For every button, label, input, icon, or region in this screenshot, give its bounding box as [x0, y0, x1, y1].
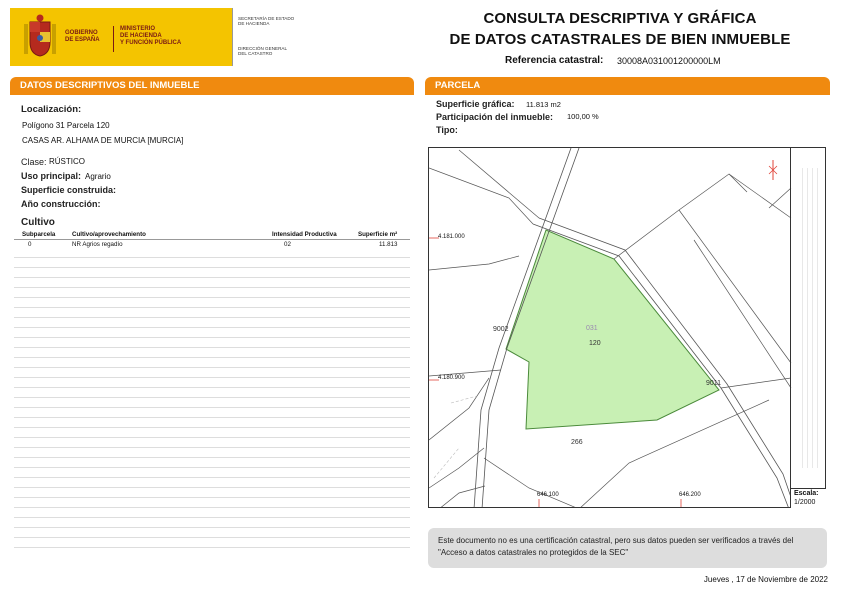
- parcel-id-label: 031: [586, 325, 598, 332]
- coat-of-arms-icon: [20, 14, 60, 60]
- td-superficie: 11.813: [379, 241, 398, 248]
- parcel-line-15: [484, 458, 579, 508]
- td-intensidad: 02: [284, 241, 291, 248]
- ref-value: 30008A031001200000LM: [617, 56, 721, 66]
- parcel-line-5: [729, 174, 747, 192]
- tipo-label: Tipo:: [436, 125, 458, 135]
- dashed-line-2: [434, 448, 459, 478]
- coord-y2-label: 4.180.900: [438, 375, 465, 381]
- parcel-line-6: [769, 188, 791, 208]
- parcela-bar: PARCELA: [425, 77, 830, 94]
- gov-line2: DE ESPAÑA: [65, 37, 100, 43]
- title-line2: DE DATOS CATASTRALES DE BIEN INMUEBLE: [449, 31, 791, 48]
- uso-value: Agrario: [85, 172, 111, 181]
- legend-text-block: [798, 168, 820, 468]
- sec-line1: SECRETARÍA DE ESTADO: [238, 16, 295, 21]
- parcel-line-3: [429, 256, 519, 270]
- participacion-value: 100,00 %: [567, 112, 599, 121]
- coord-y1-label: 4.181.000: [438, 234, 465, 240]
- table-header: [14, 230, 410, 240]
- location-line1: Polígono 31 Parcela 120: [22, 121, 110, 130]
- sec-line2: DE HACIENDA: [238, 21, 270, 27]
- label-266: 266: [571, 439, 583, 446]
- parcel-line-4: [614, 174, 791, 259]
- th-subparcela: Subparcela: [22, 231, 56, 238]
- logo-divider: [113, 26, 114, 52]
- page-title: [420, 8, 820, 50]
- td-subparcela: 0: [28, 241, 32, 248]
- min-line2: DE HACIENDA: [120, 33, 162, 39]
- participacion-label: Participación del inmueble:: [436, 112, 554, 122]
- th-superficie: Superficie m²: [358, 231, 398, 238]
- ref-label: Referencia catastral:: [505, 55, 604, 66]
- gov-line1: GOBIERNO: [65, 30, 98, 36]
- th-cultivo: Cultivo/aprovechamiento: [72, 231, 146, 238]
- parcel-line-8: [679, 210, 791, 363]
- left-rule: [10, 94, 414, 95]
- td-cultivo: NR Agrios regadío: [72, 241, 123, 248]
- scale-value: 1/2000: [794, 499, 816, 506]
- location-line2: CASAS AR. ALHAMA DE MURCIA [MURCIA]: [22, 136, 184, 145]
- min-line3: Y FUNCIÓN PÚBLICA: [120, 40, 182, 46]
- secretariat-box: [232, 8, 313, 66]
- right-rule: [425, 94, 830, 95]
- verification-note: Este documento no es una certificación catastral, pero sus datos pueden ser verificados a través del "Acceso a datos catastrales no protegidos de la SEC": [428, 528, 827, 568]
- map-drawing: [429, 148, 826, 508]
- parcel-line-7: [694, 240, 791, 388]
- parcel-line-1: [429, 168, 533, 224]
- table-empty-rows: [14, 248, 410, 554]
- uso-label: Uso principal:: [21, 171, 82, 181]
- scale-label: Escala:: [794, 490, 819, 497]
- cadastral-map[interactable]: [428, 147, 826, 508]
- parcel-line-13: [429, 378, 489, 440]
- th-intensidad: Intensidad Productiva: [272, 231, 337, 238]
- north-arrow-icon: [769, 160, 777, 180]
- superficie-grafica-label: Superficie gráfica:: [436, 99, 515, 109]
- cultivo-table: [14, 230, 410, 250]
- superficie-grafica-value: 11.813 m2: [526, 100, 561, 109]
- parcel-line-14: [439, 486, 485, 508]
- footer-date: Jueves , 17 de Noviembre de 2022: [703, 575, 828, 584]
- label-9002: 9002: [493, 326, 509, 333]
- dir-line1: DIRECCIÓN GENERAL: [238, 46, 288, 51]
- coord-x1-label: 646.100: [537, 492, 559, 498]
- title-line1: CONSULTA DESCRIPTIVA Y GRÁFICA: [483, 10, 757, 27]
- parcel-line-9: [721, 378, 791, 388]
- anio-construccion-label: Año construcción:: [21, 199, 101, 209]
- clase-label: Clase:: [21, 157, 47, 167]
- coord-x2-label: 646.200: [679, 492, 701, 498]
- parcel-num-label: 120: [589, 340, 601, 347]
- cultivo-label: Cultivo: [21, 217, 55, 228]
- min-line1: MINISTERIO: [120, 26, 156, 32]
- scale-box: [790, 488, 826, 508]
- label-9011: 9011: [706, 380, 722, 387]
- descriptive-data-bar: DATOS DESCRIPTIVOS DEL INMUEBLE: [10, 77, 414, 94]
- map-legend-strip: [790, 148, 826, 488]
- location-label: Localización:: [21, 104, 82, 115]
- superficie-construida-label: Superficie construida:: [21, 185, 117, 195]
- government-logo: [10, 8, 232, 66]
- parcel-polygon[interactable]: [506, 230, 722, 429]
- dir-line2: DEL CATASTRO: [238, 51, 273, 57]
- clase-value: RÚSTICO: [49, 157, 85, 166]
